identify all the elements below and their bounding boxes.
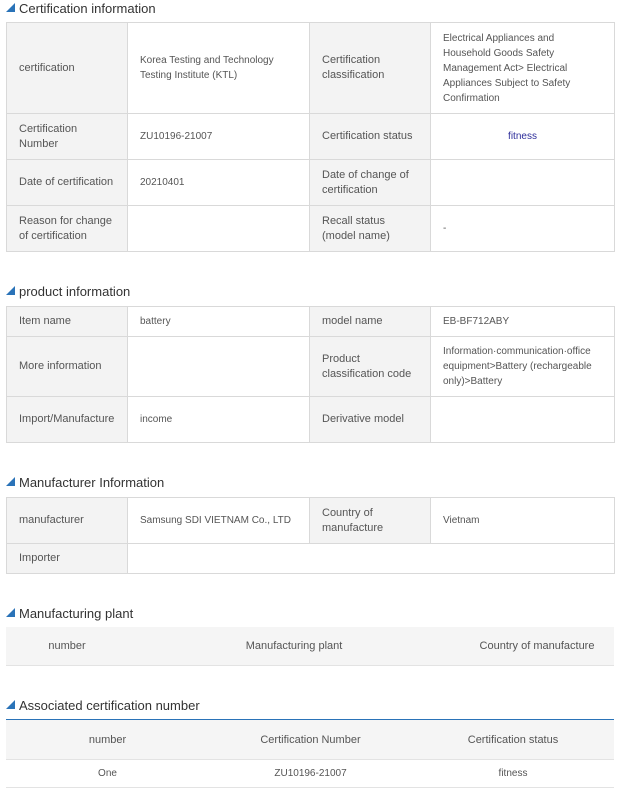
importer-value — [128, 544, 615, 574]
derivative-model-label: Derivative model — [310, 397, 431, 443]
cert-status-label: Certification status — [310, 114, 431, 160]
plant-header-country: Country of manufacture — [460, 627, 614, 665]
item-name-value: battery — [128, 307, 310, 337]
product-table — [6, 306, 615, 443]
recall-status-value: - — [431, 206, 615, 252]
assoc-row-status: fitness — [412, 760, 614, 788]
manufacturer-table — [6, 497, 615, 574]
derivative-model-value — [431, 397, 615, 443]
section-triangle-icon — [6, 286, 15, 295]
manufacturer-section-title — [6, 475, 164, 490]
associated-table — [6, 719, 614, 788]
item-name-label: Item name — [7, 307, 128, 337]
plant-header-plant: Manufacturing plant — [128, 627, 460, 665]
cert-section-label: Certification information — [19, 1, 156, 16]
assoc-header-number: number — [6, 720, 209, 760]
table-row — [6, 760, 614, 788]
assoc-row-cert-number[interactable]: ZU10196-21007 — [209, 760, 412, 788]
section-triangle-icon — [6, 3, 15, 12]
plant-table — [6, 627, 614, 666]
section-triangle-icon — [6, 477, 15, 486]
cert-status-link[interactable]: fitness — [508, 131, 537, 142]
certification-label: certification — [7, 23, 128, 114]
model-name-value: EB-BF712ABY — [431, 307, 615, 337]
product-section-title — [6, 284, 130, 299]
cert-number-value: ZU10196-21007 — [128, 114, 310, 160]
more-info-value — [128, 337, 310, 397]
classification-value: Electrical Appliances and Household Goods Safety Management Act> Electrical Appliances Subject to Safety Confirmation — [431, 23, 615, 114]
country-label: Country of manufacture — [310, 498, 431, 544]
cert-date-change-label: Date of change of certification — [310, 160, 431, 206]
assoc-header-status: Certification status — [412, 720, 614, 760]
manufacturer-section-label: Manufacturer Information — [19, 475, 165, 490]
classification-code-value: Information·communication·office equipment>Battery (rechargeable only)>Battery — [431, 337, 615, 397]
model-name-label: model name — [310, 307, 431, 337]
product-section-label: product information — [19, 284, 131, 299]
cert-date-label: Date of certification — [7, 160, 128, 206]
assoc-header-cert-number: Certification Number — [209, 720, 412, 760]
cert-section-title — [6, 1, 156, 16]
associated-section-label: Associated certification number — [19, 698, 200, 713]
cert-table — [6, 22, 615, 252]
more-info-label: More information — [7, 337, 128, 397]
section-triangle-icon — [6, 608, 15, 617]
cert-date-change-value — [431, 160, 615, 206]
classification-label: Certification classification — [310, 23, 431, 114]
cert-number-label: Certification Number — [7, 114, 128, 160]
country-value: Vietnam — [431, 498, 615, 544]
section-triangle-icon — [6, 700, 15, 709]
certification-value: Korea Testing and Technology Testing Institute (KTL) — [128, 23, 310, 114]
manufacturer-value: Samsung SDI VIETNAM Co., LTD — [128, 498, 310, 544]
assoc-row-number: One — [6, 760, 209, 788]
associated-section-title — [6, 698, 200, 713]
plant-section-title — [6, 606, 133, 621]
classification-code-label: Product classification code — [310, 337, 431, 397]
cert-date-value: 20210401 — [128, 160, 310, 206]
import-manufacture-label: Import/Manufacture — [7, 397, 128, 443]
recall-status-label: Recall status (model name) — [310, 206, 431, 252]
manufacturer-label: manufacturer — [7, 498, 128, 544]
cert-reason-label: Reason for change of certification — [7, 206, 128, 252]
plant-header-number: number — [6, 627, 128, 665]
plant-section-label: Manufacturing plant — [19, 606, 134, 621]
cert-reason-value — [128, 206, 310, 252]
import-manufacture-value: income — [128, 397, 310, 443]
importer-label: Importer — [7, 544, 128, 574]
